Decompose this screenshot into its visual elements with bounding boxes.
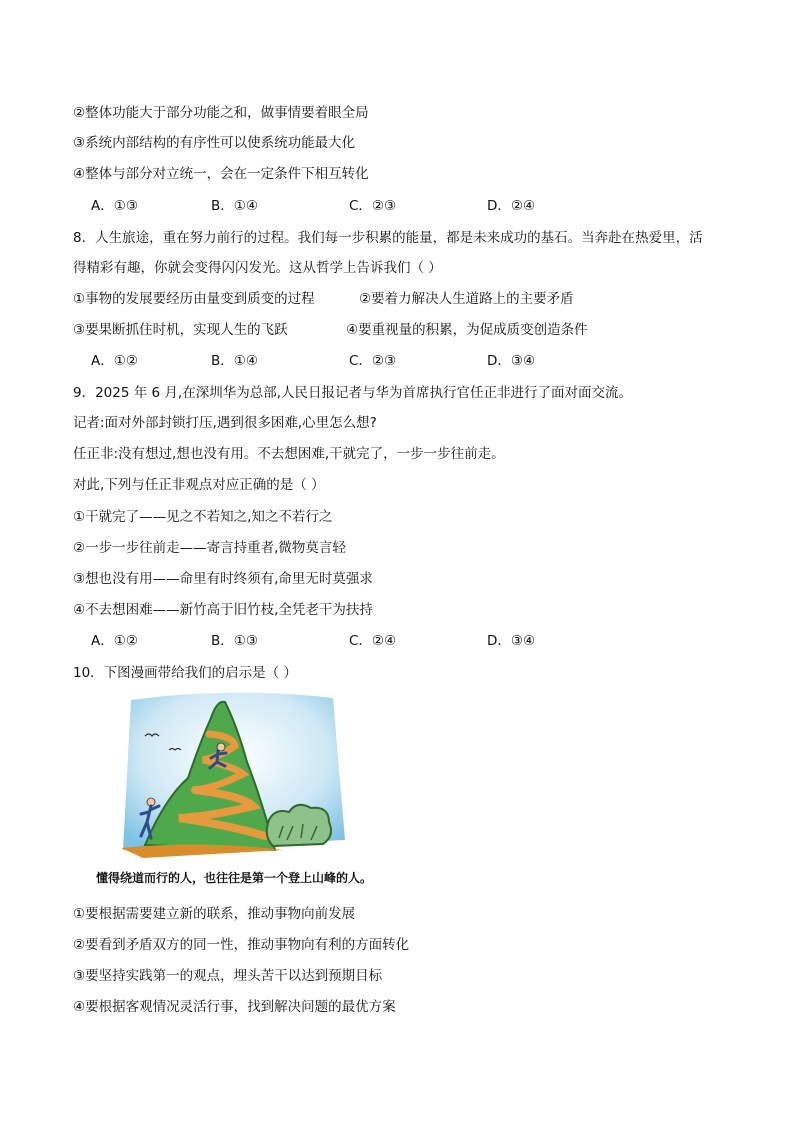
q8-stem-line1: 8．人生旅途，重在努力前行的过程。我们每一步积累的能量，都是未来成功的基石。当奔赴在热爱里，活: [73, 230, 703, 246]
q9-reporter: 记者:面对外部封锁打压,遇到很多困难,心里怎么想?: [73, 415, 377, 431]
q9-answer: 任正非:没有想过,想也没有用。不去想困难,干就完了，一步一步往前走。: [73, 446, 505, 462]
q10-item-3: ③要坚持实践第一的观点，埋头苦干以达到预期目标: [73, 968, 383, 984]
q10-item-1: ①要根据需要建立新的联系，推动事物向前发展: [73, 906, 356, 922]
q7-item-3: ③系统内部结构的有序性可以使系统功能最大化: [73, 135, 356, 151]
q7-option-b: B．①④: [211, 198, 258, 214]
q9-option-d: D．③④: [487, 633, 536, 649]
q8-item-4: ④要重视量的积累，为促成质变创造条件: [346, 322, 588, 338]
q9-question: 对此,下列与任正非观点对应正确的是（ ）: [73, 477, 325, 493]
q7-item-2: ②整体功能大于部分功能之和，做事情要着眼全局: [73, 105, 369, 121]
q8-item-2: ②要着力解决人生道路上的主要矛盾: [359, 291, 574, 307]
q7-option-d: D．②④: [487, 198, 536, 214]
q8-option-c: C．②③: [349, 353, 397, 369]
q10-stem: 10．下图漫画带给我们的启示是（ ）: [73, 665, 297, 681]
q8-item-3: ③要果断抓住时机，实现人生的飞跃: [73, 322, 288, 338]
q8-item-1: ①事物的发展要经历由量变到质变的过程: [73, 291, 315, 307]
q9-option-a: A．①②: [91, 633, 138, 649]
q9-item-4: ④不去想困难——新竹高于旧竹枝,全凭老干为扶持: [73, 602, 373, 618]
q8-option-a: A．①②: [91, 353, 138, 369]
q7-item-4: ④整体与部分对立统一，会在一定条件下相互转化: [73, 166, 369, 182]
q7-option-c: C．②③: [349, 198, 397, 214]
q9-item-2: ②一步一步往前走——寄言持重者,微物莫言轻: [73, 540, 346, 556]
q7-option-a: A．①③: [91, 198, 138, 214]
q8-option-d: D．③④: [487, 353, 536, 369]
cartoon-caption: 懂得绕道而行的人，也往往是第一个登上山峰的人。: [96, 871, 373, 885]
q9-option-c: C．②④: [349, 633, 397, 649]
q10-item-4: ④要根据客观情况灵活行事，找到解决问题的最优方案: [73, 999, 396, 1015]
q9-option-b: B．①③: [211, 633, 258, 649]
q10-item-2: ②要看到矛盾双方的同一性，推动事物向有利的方面转化: [73, 937, 410, 953]
q9-item-3: ③想也没有用——命里有时终须有,命里无时莫强求: [73, 571, 373, 587]
q8-stem-line2: 得精彩有趣，你就会变得闪闪发光。这从哲学上告诉我们（ ）: [73, 260, 442, 276]
mountain-cartoon: [83, 690, 385, 860]
q9-stem: 9．2025 年 6 月,在深圳华为总部,人民日报记者与华为首席执行官任正非进行了面对面交流。: [73, 385, 632, 401]
q8-option-b: B．①④: [211, 353, 258, 369]
q9-item-1: ①干就完了——见之不若知之,知之不若行之: [73, 509, 333, 525]
